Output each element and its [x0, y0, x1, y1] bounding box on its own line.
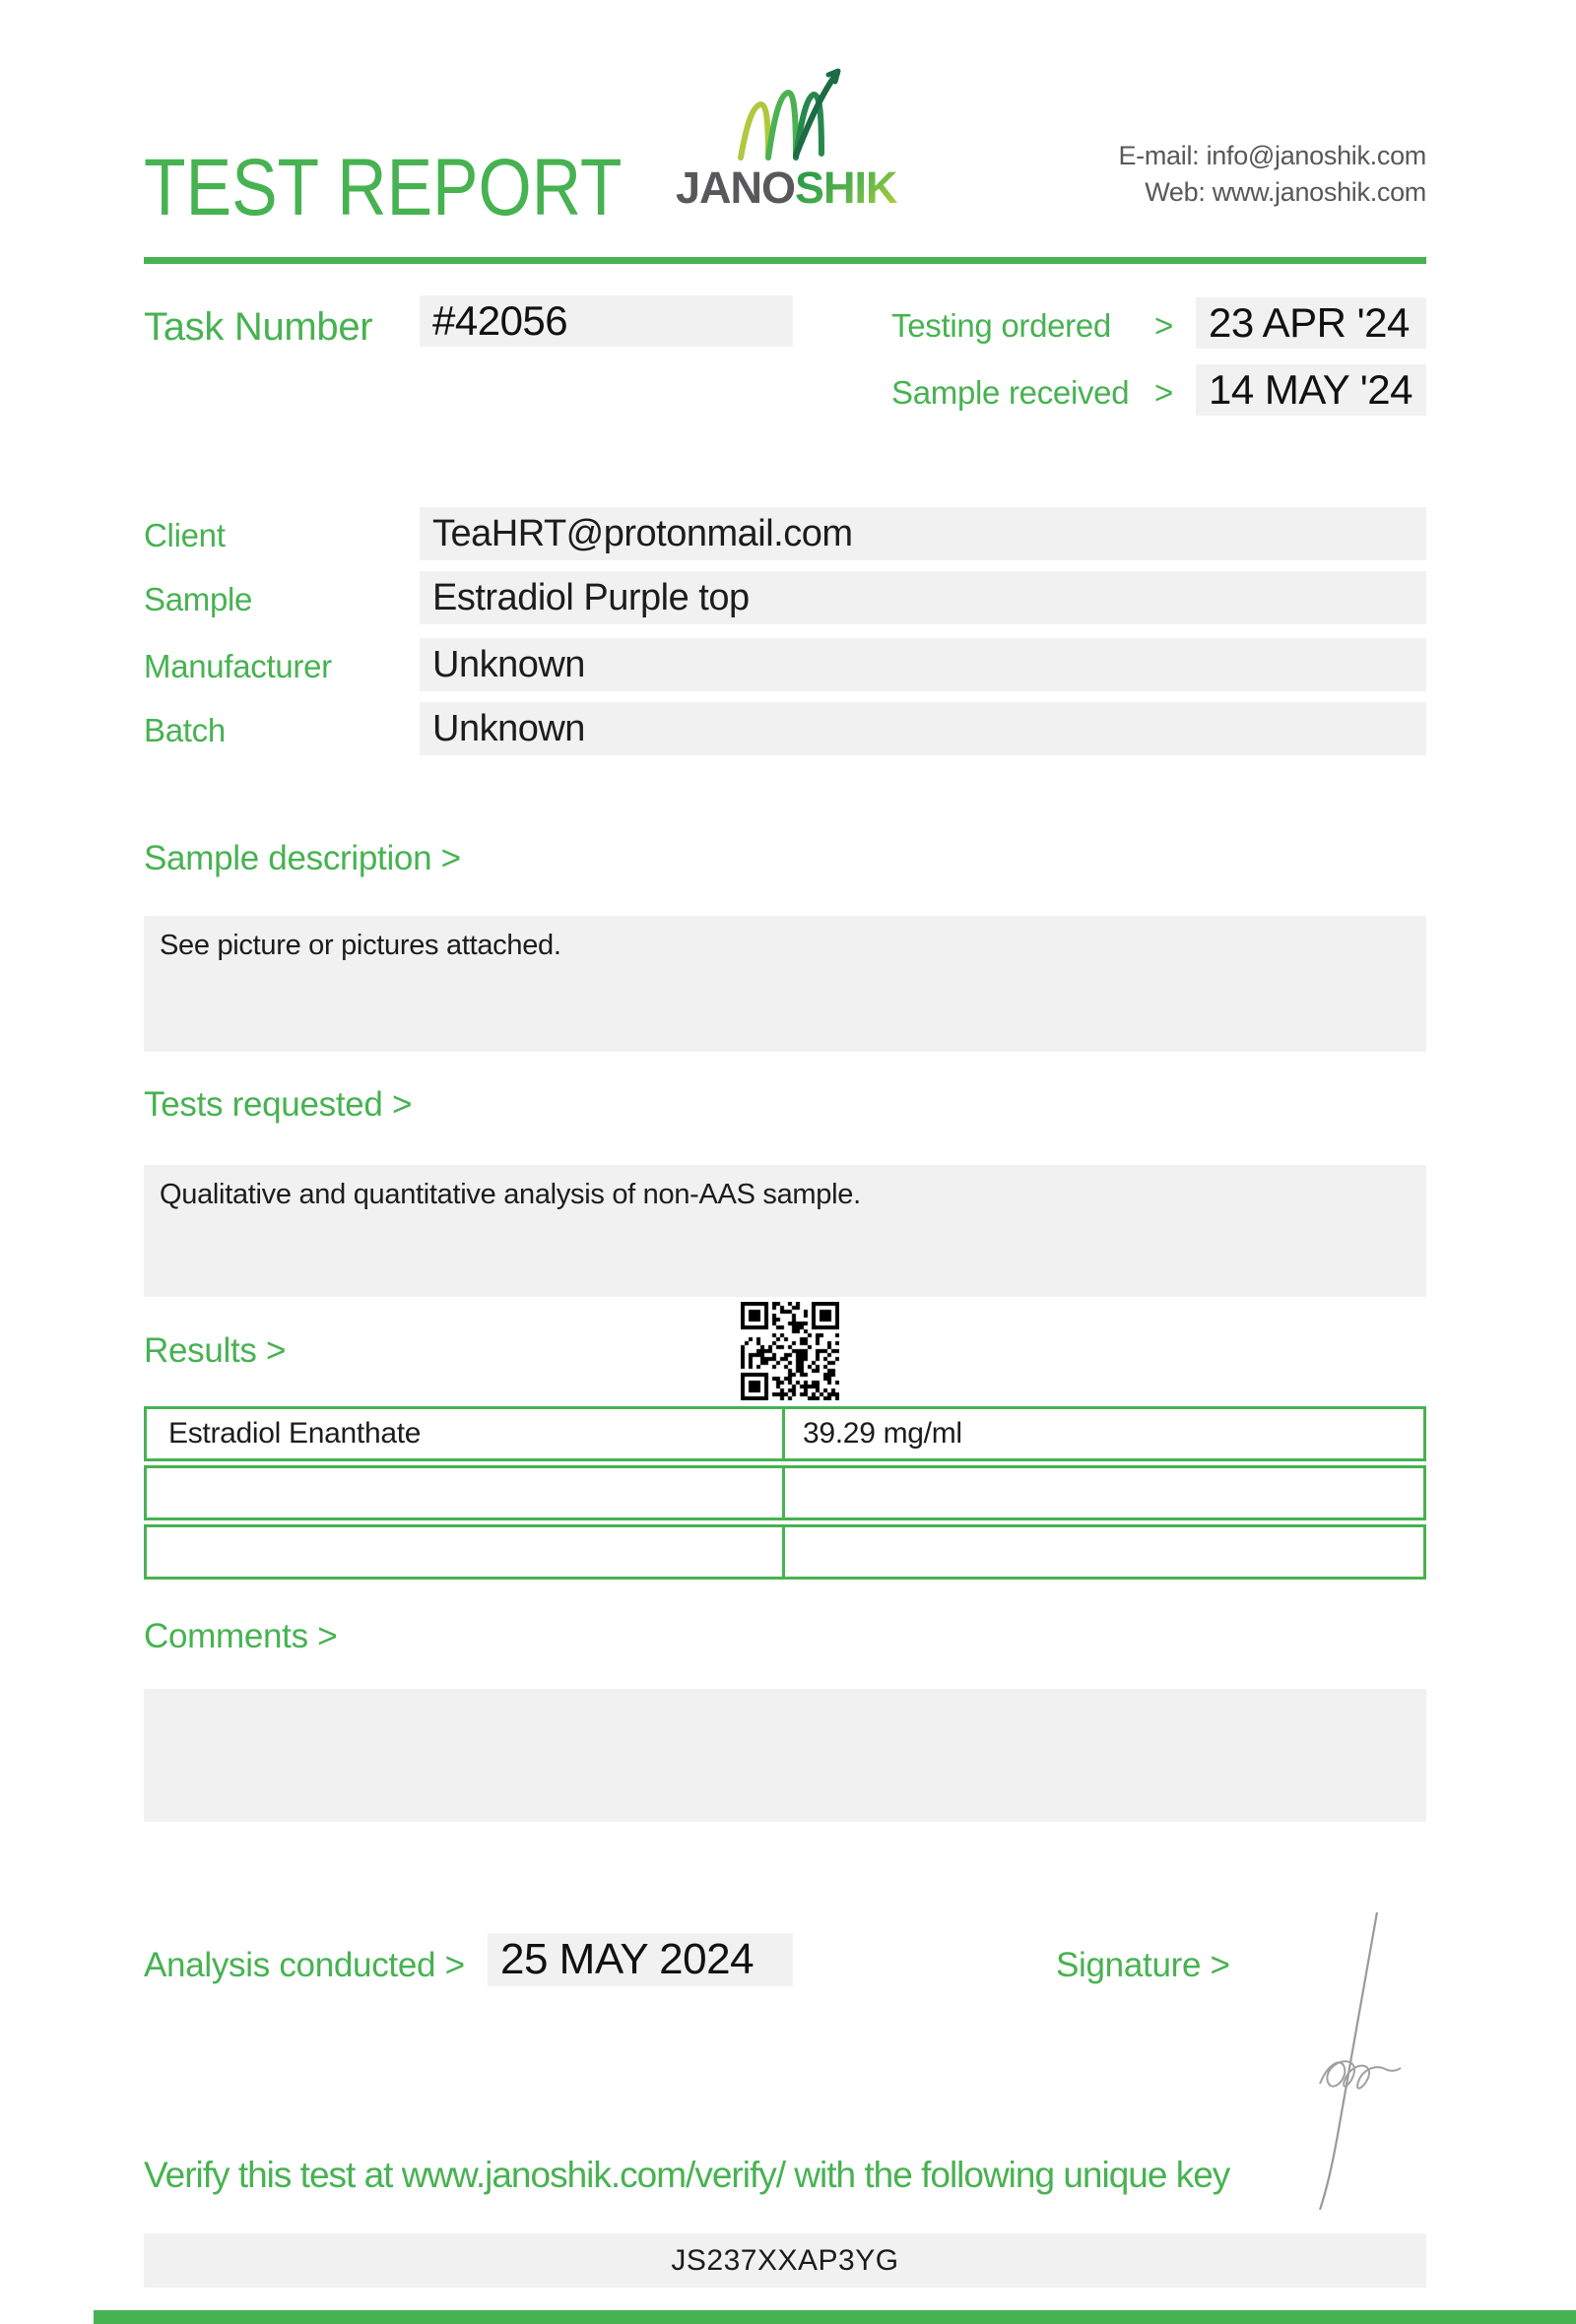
page-title: TEST REPORT — [144, 143, 623, 232]
tests-requested-text: Qualitative and quantitative analysis of non-AAS sample. — [160, 1179, 861, 1210]
sample-value: Estradiol Purple top — [432, 576, 750, 618]
task-number-box — [420, 295, 793, 347]
result-value-cell — [785, 1409, 1423, 1458]
testing-ordered-box — [1196, 297, 1426, 349]
manufacturer-label: Manufacturer — [144, 648, 332, 684]
testing-ordered-arrow: > — [1154, 307, 1173, 344]
contact-web: Web: www.janoshik.com — [1145, 177, 1426, 207]
batch-box — [420, 702, 1426, 755]
result-value: 39.29 mg/ml — [803, 1417, 962, 1450]
verify-instruction: Verify this test at www.janoshik.com/verify/ with the following unique key — [144, 2155, 1230, 2195]
signature-scribble — [1261, 1908, 1418, 2214]
sample-received-date: 14 MAY '24 — [1209, 366, 1412, 413]
manufacturer-box — [420, 638, 1426, 691]
batch-label: Batch — [144, 712, 226, 748]
janoshik-chart-logo-icon — [735, 65, 845, 161]
sample-received-box — [1196, 364, 1426, 416]
task-number-label: Task Number — [144, 305, 373, 349]
tests-requested-heading: Tests requested > — [144, 1085, 413, 1124]
results-table — [144, 1406, 1426, 1583]
analysis-date-box — [488, 1933, 793, 1986]
qr-code-icon — [741, 1302, 839, 1400]
result-analyte-cell — [147, 1468, 785, 1517]
client-value: TeaHRT@protonmail.com — [432, 512, 853, 554]
sample-received-row — [891, 376, 1173, 409]
table-row — [144, 1406, 1426, 1461]
header-divider — [144, 257, 1426, 264]
result-value-cell — [785, 1527, 1423, 1577]
sample-label: Sample — [144, 581, 253, 617]
brand-prefix: JANO — [676, 162, 796, 213]
analysis-date: 25 MAY 2024 — [500, 1935, 755, 1983]
contact-block — [1118, 138, 1426, 211]
manufacturer-value: Unknown — [432, 643, 585, 685]
table-row — [144, 1524, 1426, 1580]
sample-description-box — [144, 916, 1426, 1052]
result-analyte-cell — [147, 1527, 785, 1577]
contact-email: E-mail: info@janoshik.com — [1118, 141, 1426, 170]
client-label: Client — [144, 517, 226, 553]
testing-ordered-label: Testing ordered — [891, 307, 1111, 344]
table-row — [144, 1465, 1426, 1520]
verify-key-box — [144, 2233, 1426, 2288]
testing-ordered-date: 23 APR '24 — [1209, 299, 1410, 346]
result-value-cell — [785, 1468, 1423, 1517]
result-analyte-cell — [147, 1409, 785, 1458]
brand-suffix: SHIK — [795, 162, 897, 213]
sample-received-label: Sample received — [891, 374, 1130, 411]
testing-ordered-row — [891, 309, 1173, 342]
comments-heading: Comments > — [144, 1617, 338, 1655]
signature-label: Signature > — [1056, 1946, 1230, 1984]
result-analyte: Estradiol Enanthate — [168, 1417, 422, 1450]
tests-requested-box — [144, 1165, 1426, 1297]
client-box — [420, 507, 1426, 560]
analysis-conducted-label: Analysis conducted > — [144, 1946, 465, 1984]
footer-green-bar — [94, 2310, 1576, 2324]
verify-key: JS237XXAP3YG — [671, 2243, 899, 2277]
sample-description-text: See picture or pictures attached. — [160, 930, 561, 961]
batch-value: Unknown — [432, 707, 585, 749]
sample-received-arrow: > — [1154, 374, 1173, 411]
brand-wordmark — [676, 162, 897, 213]
task-number-value: #42056 — [432, 297, 568, 344]
results-heading: Results > — [144, 1331, 287, 1370]
sample-description-heading: Sample description > — [144, 839, 461, 877]
comments-box — [144, 1689, 1426, 1822]
sample-box — [420, 571, 1426, 624]
